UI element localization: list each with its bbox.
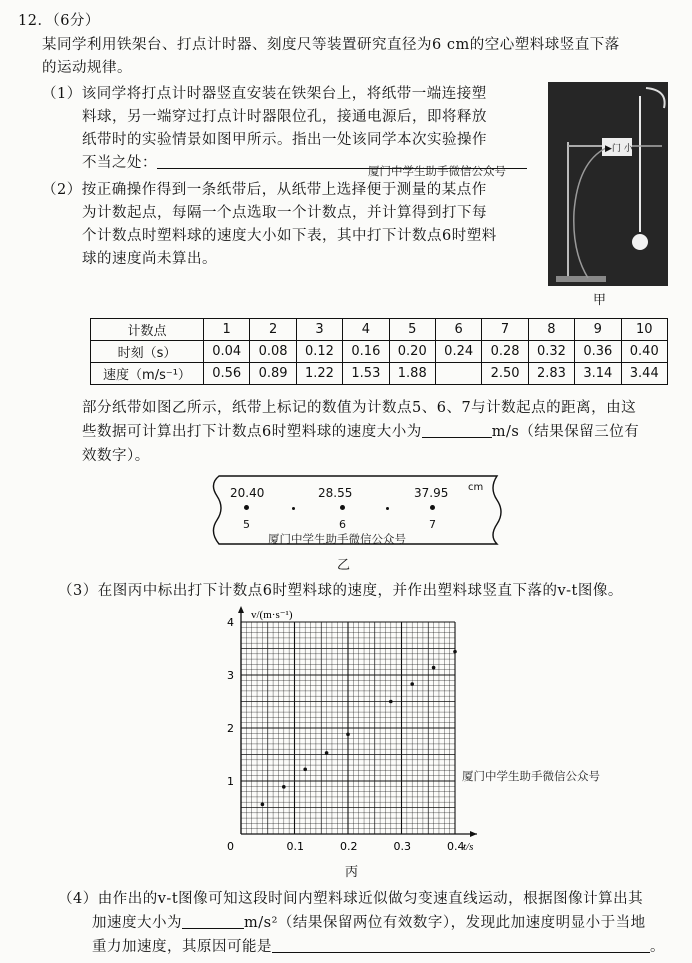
row-header-time: 时刻（s） bbox=[91, 341, 204, 363]
table-row bbox=[91, 341, 668, 363]
answer-blank-3[interactable] bbox=[182, 914, 244, 929]
tape-dot-small bbox=[292, 507, 295, 510]
y-axis-arrow bbox=[238, 606, 244, 613]
apparatus-illustration bbox=[548, 82, 668, 286]
part4-text-c: 重力加速度，其原因可能是 bbox=[92, 939, 272, 955]
table-cell: 3 bbox=[296, 319, 342, 341]
question-header: 12．（6分） bbox=[18, 13, 100, 29]
table-cell: 0.40 bbox=[621, 341, 667, 363]
part3-text: （3）在图丙中标出打下计数点6时塑料球的速度，并作出塑料球竖直下落的v-t图像。 bbox=[58, 583, 623, 599]
table-cell: 9 bbox=[575, 319, 621, 341]
tape-reading-7: 37.95 bbox=[414, 486, 449, 500]
table-cell: 6 bbox=[435, 319, 481, 341]
table-cell: 0.32 bbox=[528, 341, 574, 363]
y-axis-label: v/(m·s⁻¹) bbox=[251, 609, 293, 621]
x-axis-arrow bbox=[470, 831, 477, 837]
tape-label-6: 6 bbox=[339, 518, 346, 531]
y-tick-label: 1 bbox=[227, 775, 234, 788]
x-tick-label: 0.2 bbox=[340, 840, 358, 853]
table-cell: 2.83 bbox=[528, 363, 574, 385]
table-cell: 10 bbox=[621, 319, 667, 341]
table-cell: 7 bbox=[482, 319, 528, 341]
table-cell: 0.36 bbox=[575, 341, 621, 363]
data-point bbox=[282, 785, 286, 789]
row-header-speed: 速度（m/s⁻¹） bbox=[91, 363, 204, 385]
tape-reading-6: 28.55 bbox=[318, 486, 353, 500]
data-point bbox=[410, 682, 414, 686]
part4-line-3 bbox=[92, 936, 665, 958]
x-axis-label: t/s bbox=[463, 841, 474, 853]
data-point bbox=[346, 733, 350, 737]
table-row bbox=[91, 363, 668, 385]
vt-chart bbox=[215, 600, 505, 860]
table-cell: 1.22 bbox=[296, 363, 342, 385]
table-cell: 1.53 bbox=[343, 363, 389, 385]
origin-label: 0 bbox=[227, 840, 234, 853]
tape-dot-6 bbox=[340, 505, 345, 510]
answer-blank-4[interactable] bbox=[272, 938, 650, 953]
data-point bbox=[453, 650, 457, 654]
table-row bbox=[91, 319, 668, 341]
part1-line-3: 纸带时的实验情景如图甲所示。指出一处该同学本次实验操作 bbox=[82, 132, 487, 148]
table-cell: 0.89 bbox=[250, 363, 296, 385]
answer-blank-2[interactable] bbox=[422, 423, 492, 438]
part2-line-2: 为计数起点，每隔一个点选取一个计数点，并计算得到打下每 bbox=[82, 205, 487, 221]
part1-line-4-text: 不当之处： bbox=[82, 155, 157, 171]
data-point bbox=[261, 803, 265, 807]
intro-line-1: 某同学利用铁架台、打点计时器、刻度尺等装置研究直径为6 cm的空心塑料球竖直下落 bbox=[42, 37, 620, 53]
photo-apparatus bbox=[548, 82, 668, 286]
part4-line-2 bbox=[92, 912, 646, 934]
part2-after-text-a: 些数据可计算出打下计数点6时塑料球的速度大小为 bbox=[82, 424, 422, 440]
table-cell: 2 bbox=[250, 319, 296, 341]
table-cell: 5 bbox=[389, 319, 435, 341]
x-tick-label: 0.4 bbox=[447, 840, 465, 853]
part2-after-line-2 bbox=[82, 421, 639, 443]
table-cell: 0.28 bbox=[482, 341, 528, 363]
table-cell: 1.88 bbox=[389, 363, 435, 385]
part4-line-1: （4）由作出的v-t图像可知这段时间内塑料球近似做匀变速直线运动，根据图像计算出其 bbox=[58, 891, 644, 907]
table-cell: 1 bbox=[204, 319, 250, 341]
data-point bbox=[432, 666, 436, 670]
part2-after-line-3: 效数字）。 bbox=[82, 448, 150, 464]
tape-dot-5 bbox=[244, 505, 249, 510]
part2-line-1: （2）按正确操作得到一条纸带后，从纸带上选择便于测量的某点作 bbox=[42, 182, 487, 198]
chart-grid bbox=[241, 622, 455, 834]
part4-text-d: 。 bbox=[650, 939, 665, 955]
intro-line-2: 的运动规律。 bbox=[42, 60, 132, 76]
data-point bbox=[303, 768, 307, 772]
tape-unit: cm bbox=[468, 482, 484, 493]
data-table bbox=[90, 318, 668, 385]
table-cell: 3.14 bbox=[575, 363, 621, 385]
table-cell: 4 bbox=[343, 319, 389, 341]
data-point bbox=[325, 751, 329, 755]
part2-after-line-1: 部分纸带如图乙所示，纸带上标记的数值为计数点5、6、7与计数起点的距离，由这 bbox=[82, 400, 637, 416]
y-tick-label: 4 bbox=[227, 616, 234, 629]
part1-line-2: 料球，另一端穿过打点计时器限位孔，接通电源后，即将释放 bbox=[82, 109, 487, 125]
tape-reading-5: 20.40 bbox=[230, 486, 265, 500]
table-cell: 0.56 bbox=[204, 363, 250, 385]
table-cell: 0.24 bbox=[435, 341, 481, 363]
y-tick-label: 2 bbox=[227, 722, 234, 735]
timer-label: ▶门 小 bbox=[605, 144, 633, 154]
part4-text-b: m/s²（结果保留两位有效数字），发现此加速度明显小于当地 bbox=[244, 915, 646, 931]
x-tick-label: 0.1 bbox=[286, 840, 304, 853]
table-cell-empty[interactable] bbox=[435, 363, 481, 385]
part4-text-a: 加速度大小为 bbox=[92, 915, 182, 931]
part2-after-text-b: m/s（结果保留三位有 bbox=[491, 424, 640, 440]
table-cell: 0.04 bbox=[204, 341, 250, 363]
row-header-points: 计数点 bbox=[91, 319, 204, 341]
x-tick-label: 0.3 bbox=[393, 840, 411, 853]
part2-line-3: 个计数点时塑料球的速度大小如下表，其中打下计数点6时塑料 bbox=[82, 228, 497, 244]
fig-jia-label: 甲 bbox=[593, 293, 607, 308]
tape-dot-small bbox=[386, 507, 389, 510]
table-cell: 0.12 bbox=[296, 341, 342, 363]
watermark-1: 厦门中学生助手微信公众号 bbox=[368, 164, 506, 178]
part2-line-4: 球的速度尚未算出。 bbox=[82, 251, 217, 267]
watermark-2: 厦门中学生助手微信公众号 bbox=[268, 532, 406, 546]
tape-label-7: 7 bbox=[429, 518, 436, 531]
table-cell: 3.44 bbox=[621, 363, 667, 385]
tape-dot-7 bbox=[430, 505, 435, 510]
part1-line-1: （1）该同学将打点计时器竖直安装在铁架台上，将纸带一端连接塑 bbox=[42, 86, 487, 102]
y-tick-label: 3 bbox=[227, 669, 234, 682]
watermark-3: 厦门中学生助手微信公众号 bbox=[462, 769, 600, 783]
table-cell: 0.08 bbox=[250, 341, 296, 363]
table-cell: 2.50 bbox=[482, 363, 528, 385]
table-cell: 0.16 bbox=[343, 341, 389, 363]
tape-label-5: 5 bbox=[243, 518, 250, 531]
data-point bbox=[389, 700, 393, 704]
fig-bing-label: 丙 bbox=[345, 865, 359, 880]
table-cell: 0.20 bbox=[389, 341, 435, 363]
fig-yi-label: 乙 bbox=[337, 558, 351, 573]
table-cell: 8 bbox=[528, 319, 574, 341]
